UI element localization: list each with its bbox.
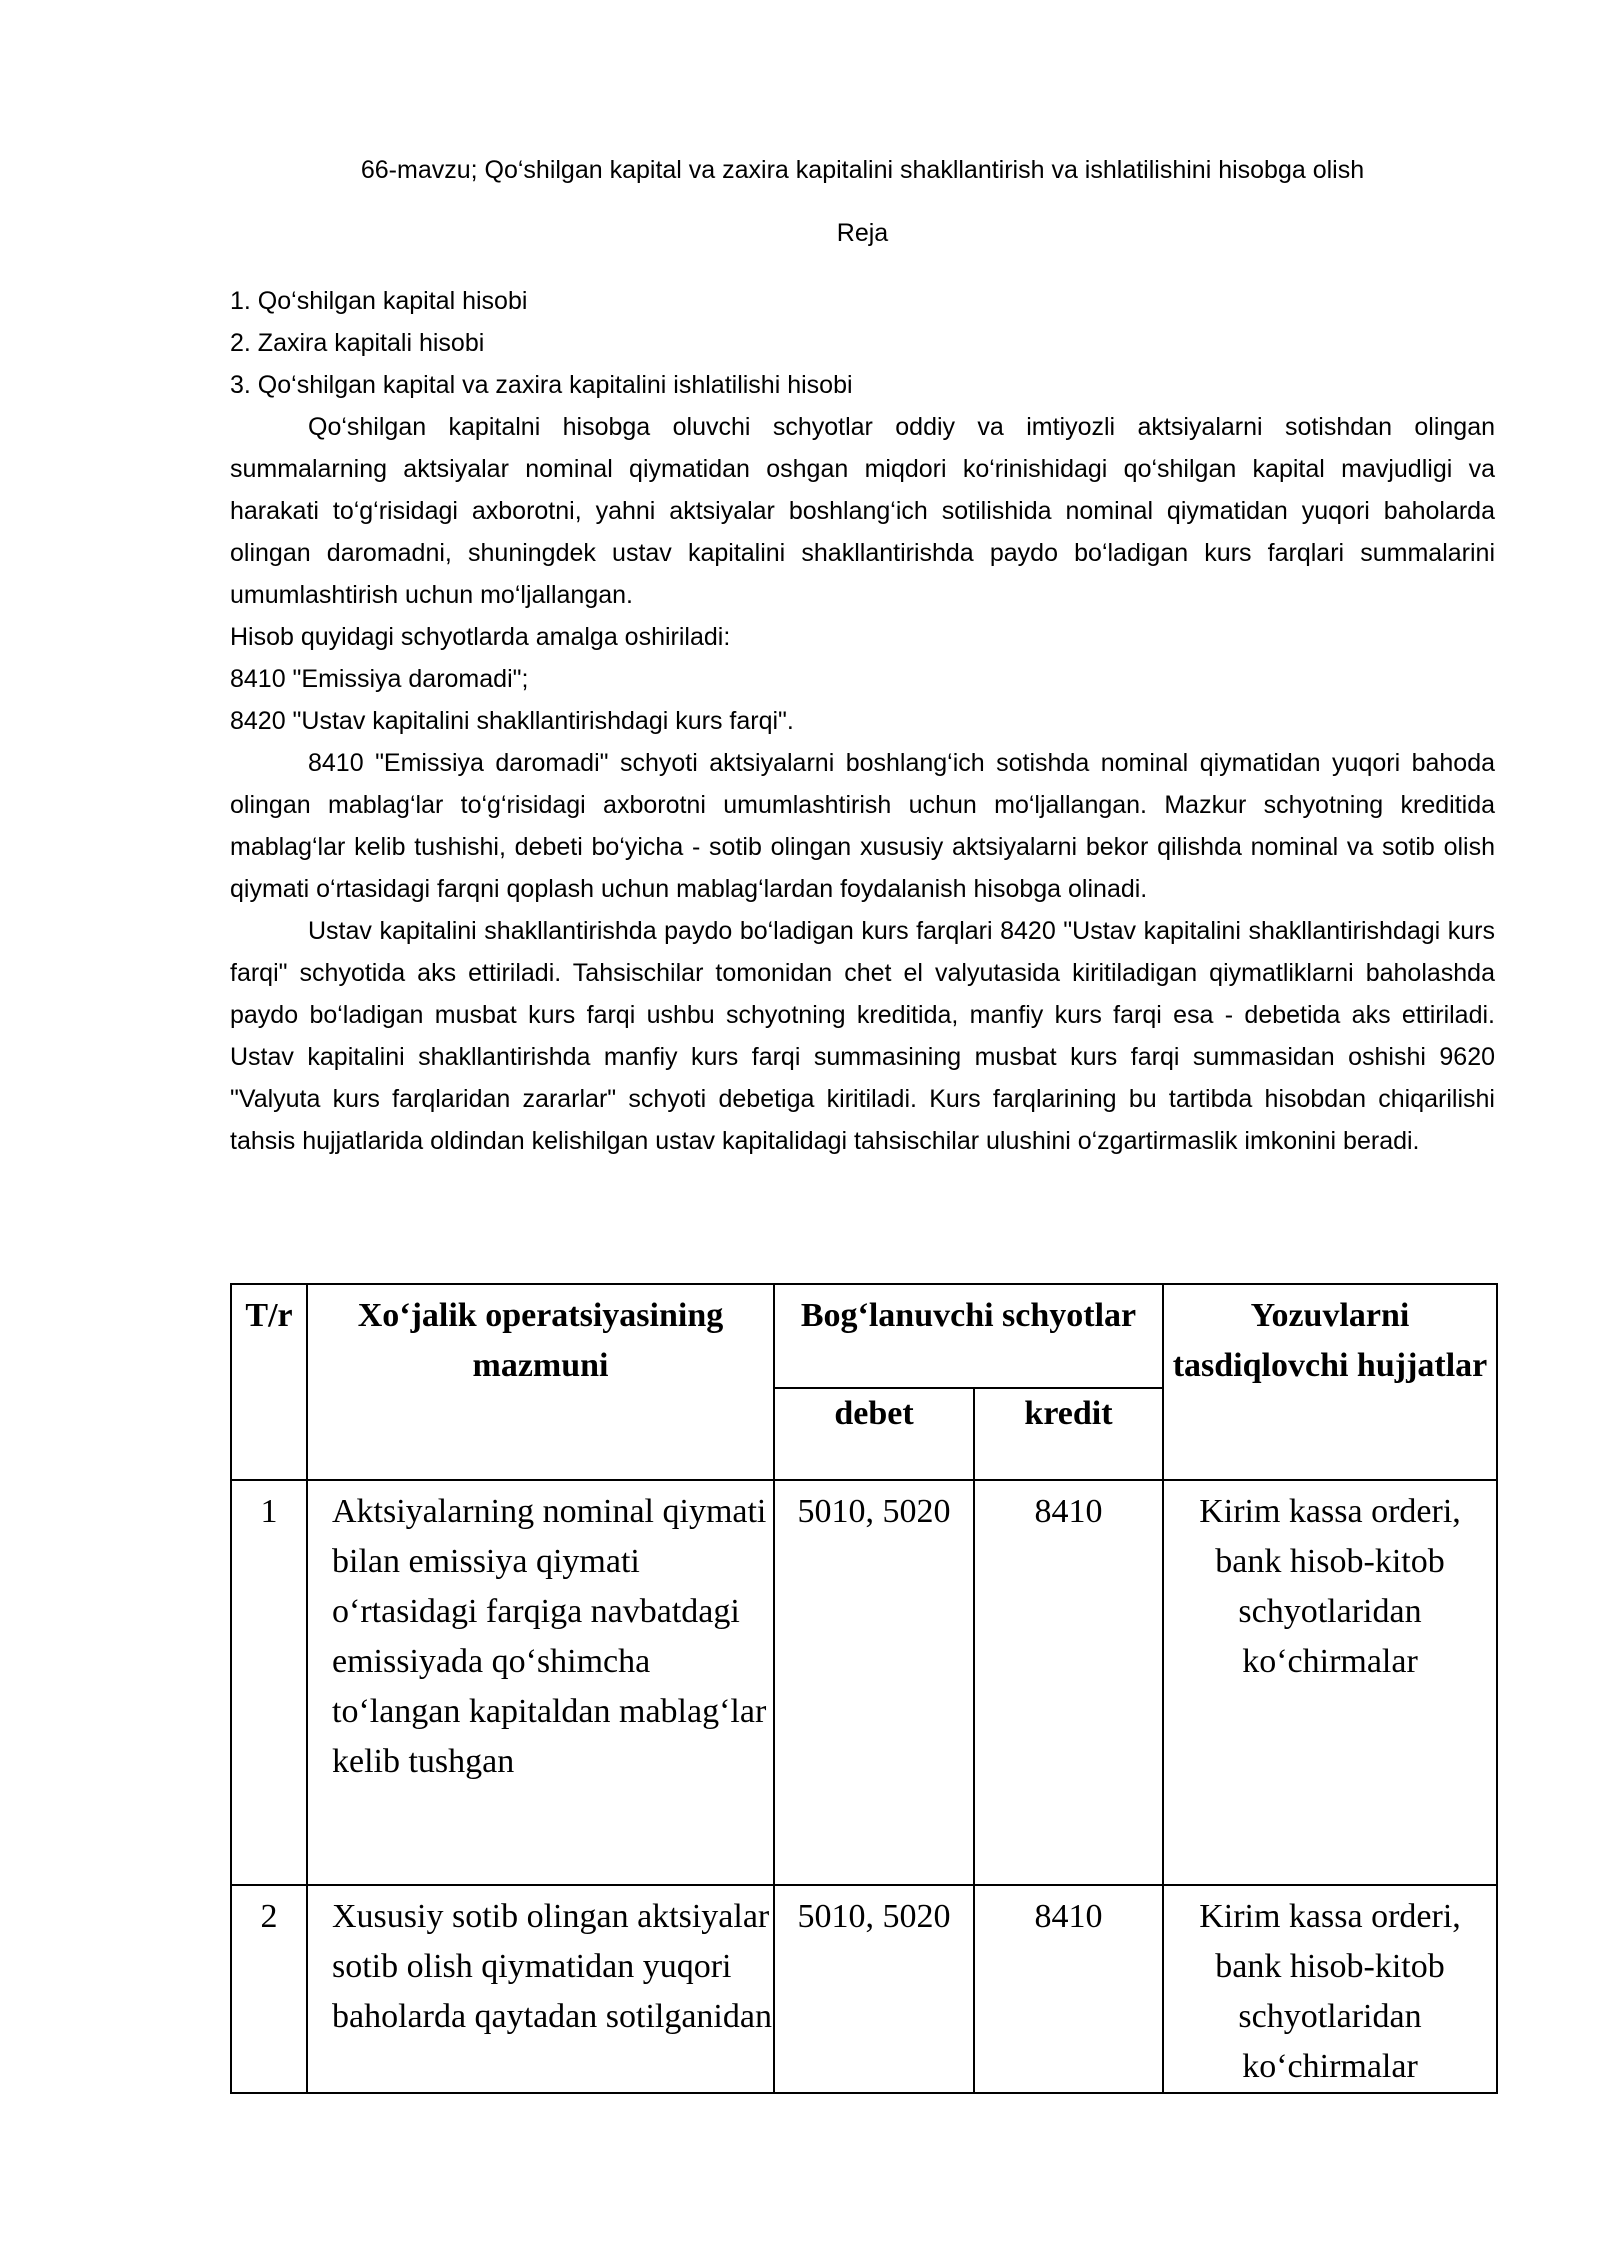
header-accounts: Bog‘lanuvchi schyotlar — [774, 1284, 1163, 1388]
row-documents: Kirim kassa orderi, bank hisob-kitob schyotlaridan ko‘chirmalar — [1163, 1885, 1497, 2093]
row-debit: 5010, 5020 — [774, 1885, 974, 2093]
header-content: Xo‘jalik operatsiyasining mazmuni — [307, 1284, 774, 1480]
header-debit: debet — [774, 1388, 974, 1480]
row-debit: 5010, 5020 — [774, 1480, 974, 1885]
document-body — [230, 280, 1495, 1162]
paragraph: Hisob quyidagi schyotlarda amalga oshiriladi: — [230, 623, 731, 651]
plan-item: 1. Qo‘shilgan kapital hisobi — [230, 287, 528, 315]
row-documents: Kirim kassa orderi, bank hisob-kitob schyotlaridan ko‘chirmalar — [1163, 1480, 1497, 1885]
row-content: Aktsiyalarning nominal qiymati bilan emissiya qiymati o‘rtasidagi farqiga navbatdagi emissiyada qo‘shimcha to‘langan kapitaldan mablag‘lar kelib tushgan — [307, 1480, 774, 1885]
document-title: 66-mavzu; Qo‘shilgan kapital va zaxira kapitalini shakllantirish va ishlatilishini hisobga olish — [360, 156, 1365, 184]
paragraph: Qo‘shilgan kapitalni hisobga oluvchi schyotlar oddiy va imtiyozli aktsiyalarni sotishdan olingan summalarning aktsiyalar nominal qiymatidan oshgan miqdori ko‘rinishidagi qo‘shilgan kapital mavjudligi va harakati to‘g‘risidagi axborotni, yahni aktsiyalar boshlang‘ich sotilishida nominal qiymatidan yuqori baholarda olingan daromadni, shuningdek ustav kapitalini shakllantirishda paydo bo‘ladigan kurs farqlari summalarini umumlashtirish uchun mo‘ljallangan. — [230, 413, 1495, 609]
plan-item: 3. Qo‘shilgan kapital va zaxira kapitalini ishlatilishi hisobi — [230, 371, 853, 399]
paragraph: 8410 "Emissiya daromadi" schyoti aktsiyalarni boshlang‘ich sotishda nominal qiymatidan yuqori bahoda olingan mablag‘lar to‘g‘risidagi axborotni umumlashtirish uchun mo‘ljallangan. Mazkur schyotning kreditida mablag‘lar kelib tushishi, debeti bo‘yicha - sotib olingan xususiy aktsiyalarni bekor qilishda nominal va sotib olish qiymati o‘rtasidagi farqni qoplash uchun mablag‘lardan foydalanish hisobga olinadi. — [230, 749, 1495, 903]
header-num: T/r — [231, 1284, 307, 1480]
row-content: Xususiy sotib olingan aktsiyalar sotib olish qiymatidan yuqori baholarda qaytadan sotilganidan — [307, 1885, 774, 2093]
plan-heading: Reja — [836, 219, 889, 247]
row-credit: 8410 — [974, 1885, 1163, 2093]
table-row — [231, 1885, 1497, 2093]
header-documents: Yozuvlarni tasdiqlovchi hujjatlar — [1163, 1284, 1497, 1480]
row-num: 1 — [231, 1480, 307, 1885]
table-header-row — [231, 1284, 1497, 1388]
plan-item: 2. Zaxira kapitali hisobi — [230, 329, 485, 357]
account-line: 8420 "Ustav kapitalini shakllantirishdagi kurs farqi". — [230, 707, 794, 735]
accounting-entries-table — [230, 1283, 1498, 2094]
row-num: 2 — [231, 1885, 307, 2093]
header-credit: kredit — [974, 1388, 1163, 1480]
account-line: 8410 "Emissiya daromadi"; — [230, 665, 529, 693]
paragraph: Ustav kapitalini shakllantirishda paydo bo‘ladigan kurs farqlari 8420 "Ustav kapitalini shakllantirishdagi kurs farqi" schyotida aks ettiriladi. Tahsischilar tomonidan chet el valyutasida kiritiladigan qiymatliklarni baholashda paydo bo‘ladigan musbat kurs farqi ushbu schyotning kreditida, manfiy kurs farqi esa - debetida aks ettiriladi. Ustav kapitalini shakllantirishda manfiy kurs farqi summasining musbat kurs farqi summasidan oshishi 9620 "Valyuta kurs farqlaridan zararlar" schyoti debetiga kiritiladi. Kurs farqlarining bu tartibda hisobdan chiqarilishi tahsis hujjatlarida oldindan kelishilgan ustav kapitalidagi tahsischilar ulushini o‘zgartirmaslik imkonini beradi. — [230, 917, 1495, 1155]
table-row — [231, 1480, 1497, 1885]
row-credit: 8410 — [974, 1480, 1163, 1885]
